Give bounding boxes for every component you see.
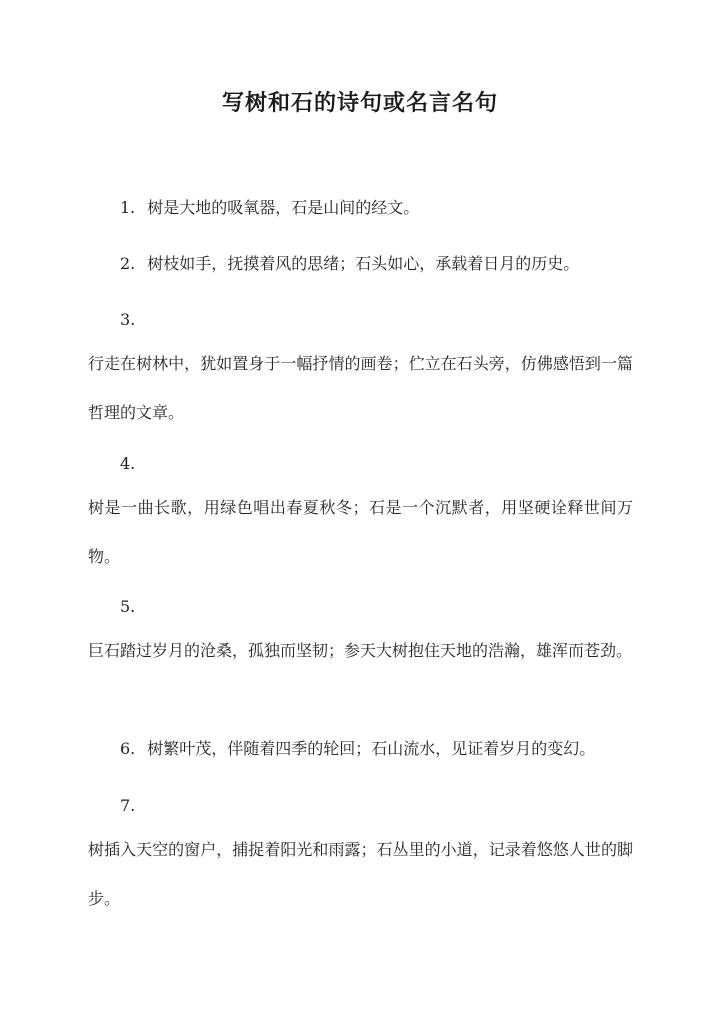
item-number: 3. <box>120 310 136 329</box>
item-number: 1. <box>120 198 136 217</box>
page-title: 写树和石的诗句或名言名句 <box>221 90 498 116</box>
item-text: 巨石踏过岁月的沧桑，孤独而坚韧；参天大树抱住天地的浩瀚，雄浑而苍劲。 <box>88 641 633 660</box>
item-text: 树是一曲长歌，用绿色唱出春夏秋冬；石是一个沉默者，用坚硬诠释世间万物。 <box>88 498 633 566</box>
item-text: 树插入天空的窗户，捕捉着阳光和雨露；石丛里的小道，记录着悠悠人世的脚步。 <box>88 840 633 908</box>
list-item <box>120 252 579 276</box>
item-number: 2. <box>120 254 136 273</box>
item-text: 树繁叶茂，伴随着四季的轮回；石山流水，见证着岁月的变幻。 <box>147 739 596 758</box>
item-number: 5. <box>120 597 136 616</box>
item-number: 4. <box>120 454 136 473</box>
item-text: 树是大地的吸氧器，石是山间的经文。 <box>147 198 420 217</box>
list-item <box>120 737 595 761</box>
list-item <box>120 196 419 220</box>
item-text: 树枝如手，抚摸着风的思绪；石头如心，承载着日月的历史。 <box>147 254 580 273</box>
item-number: 7. <box>120 796 136 815</box>
item-number: 6. <box>120 739 136 758</box>
item-text: 行走在树林中，犹如置身于一幅抒情的画卷；伫立在石头旁，仿佛感悟到一篇哲理的文章。 <box>88 354 633 422</box>
